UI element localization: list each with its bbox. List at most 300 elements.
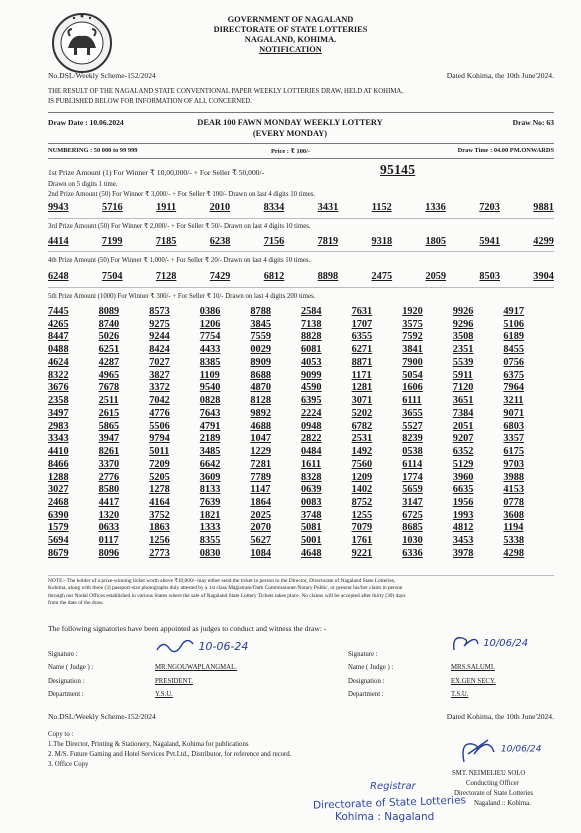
fifth-prize-number: 8328: [300, 471, 322, 483]
fifth-prize-number: 6642: [199, 458, 221, 470]
fifth-prize-number: 8679: [48, 547, 69, 559]
fifth-prize-number: 5106: [503, 318, 524, 330]
fifth-prize-number: 2189: [199, 433, 221, 445]
judge-department-left: Y.S.U.: [155, 691, 173, 698]
fifth-prize-number: 1993: [452, 509, 474, 521]
fifth-prize-number: 6635: [452, 484, 474, 496]
third-prize-number: 1805: [425, 236, 447, 247]
copy-to-item: 1.The Director, Printing & Stationery, Nagaland, Kohima for publications: [48, 741, 249, 748]
fifth-prize-number: 4648: [300, 547, 322, 559]
fifth-prize-number: 5026: [98, 331, 120, 343]
fifth-prize-number: 1579: [48, 522, 69, 534]
fifth-prize-number: 5202: [351, 407, 373, 419]
fifth-prize-number: 2511: [98, 395, 119, 407]
fourth-prize-number: 2059: [425, 271, 447, 282]
second-prize-number: 7203: [479, 202, 500, 213]
fifth-prize-number: 3947: [98, 433, 120, 445]
fifth-prize-number: 4870: [250, 382, 271, 394]
fifth-prize-number: 8580: [98, 484, 120, 496]
judge-signature-date-right: 10/06/24: [483, 638, 529, 649]
fifth-prize-number: 7964: [503, 382, 524, 394]
divider: [48, 112, 554, 113]
fifth-prize-number: 8322: [48, 369, 69, 381]
fifth-prize-number: 1256: [149, 535, 170, 547]
fifth-prize-number: 3372: [149, 382, 170, 394]
fifth-prize-number: 0633: [98, 522, 120, 534]
fifth-prize-number: 6355: [351, 331, 373, 343]
second-prize-number: 3431: [317, 202, 339, 213]
fifth-prize-number: 4417: [98, 497, 120, 509]
judge-name-right: MRS.SALUMI.: [451, 664, 495, 671]
third-prize-label: 3rd Prize Amount (50) For Winner ₹ 2,000/- + For Seller ₹ 50/- Drawn on last 4 digits 10 times.: [48, 223, 311, 230]
fifth-prize-number: 7643: [199, 407, 221, 419]
fifth-prize-number: 8871: [351, 356, 373, 368]
fifth-prize-number: 5627: [250, 535, 271, 547]
fourth-prize-number: 7128: [155, 271, 177, 282]
fifth-prize-number: 5911: [452, 369, 473, 381]
first-prize-number: 95145: [380, 162, 416, 177]
judge-designation-left: PRESIDENT.: [155, 678, 193, 685]
note-line-3: through our Nodal Offices established in various States where the sale of Nagaland State Lottery Tickets takes place. No claims will be accepted after thirty (30) days: [48, 592, 406, 599]
fifth-prize-number: 7138: [300, 318, 322, 330]
fifth-prize-number: 2224: [300, 407, 322, 419]
fifth-prize-number: 5527: [402, 420, 423, 432]
fifth-prize-number: 0117: [98, 535, 119, 547]
fifth-prize-number: 5865: [98, 420, 120, 432]
fifth-prize-number: 8740: [98, 318, 120, 330]
fifth-prize-number: 4917: [503, 306, 524, 317]
fifth-prize-number: 8909: [250, 356, 271, 368]
fifth-prize-number: 2468: [48, 497, 69, 509]
fifth-prize-number: 4153: [503, 484, 524, 496]
judges-intro: The following signatories have been appointed as judges to conduct and witness the draw: -: [48, 624, 327, 633]
fourth-prize-number: 6812: [263, 271, 285, 282]
fifth-prize-number: 3147: [402, 497, 423, 509]
third-prize-number: 7819: [317, 236, 339, 247]
fifth-prize-number: 8128: [250, 395, 271, 407]
fifth-prize-label: 5th Prize Amount (1000) For Winner ₹ 300/- + For Seller ₹ 10/- Drawn on last 4 digits 200 times.: [48, 293, 316, 300]
fifth-prize-number: 8261: [98, 446, 120, 458]
fifth-prize-number: 1492: [351, 446, 373, 458]
ticket-price: Price : ₹ 100/-: [270, 148, 311, 155]
fifth-prize-number: 9703: [503, 458, 524, 470]
fifth-prize-number: 6336: [402, 547, 423, 559]
divider: [48, 158, 554, 159]
fifth-prize-number: 0083: [300, 497, 322, 509]
fifth-prize-number: 8828: [300, 331, 322, 343]
fifth-prize-number: 2025: [250, 509, 271, 521]
fifth-prize-number: 3453: [452, 535, 474, 547]
fifth-prize-number: 1707: [351, 318, 373, 330]
numbering: NUMBERING : 50 000 to 99 999: [48, 147, 138, 154]
lottery-title-line-2: (EVERY MONDAY): [252, 129, 328, 138]
fifth-prize-number: 4624: [48, 356, 69, 368]
fifth-prize-number: 3841: [402, 344, 423, 356]
third-prize-number: 7199: [101, 236, 123, 247]
fifth-prize-number: 3071: [351, 395, 373, 407]
fourth-prize-number: 6248: [48, 271, 69, 282]
fifth-prize-number: 5338: [503, 535, 524, 547]
fifth-prize-number: 7789: [250, 471, 271, 483]
draw-number: Draw No: 63: [512, 118, 554, 127]
fifth-prize-number: 1288: [48, 471, 69, 483]
fifth-prize-number: 0948: [300, 420, 322, 432]
fifth-prize-number: 1611: [300, 458, 322, 470]
fifth-prize-number: 7678: [98, 382, 120, 394]
fifth-prize-number: 3608: [503, 509, 524, 521]
intro-line-2: IS PUBLISHED BELOW FOR INFORMATION OF ALL CONCERNED.: [48, 98, 252, 105]
fifth-prize-number: 1821: [199, 509, 221, 521]
copy-to-item: 3. Office Copy: [48, 761, 89, 768]
second-prize-label: 2nd Prize Amount (50) For Winner ₹ 3,000/- + For Seller ₹ 100/- Drawn on last 4 digits 10 times.: [48, 191, 316, 198]
fourth-prize-number: 7504: [101, 271, 123, 282]
draw-date: Draw Date : 10.06.2024: [48, 118, 124, 127]
fourth-prize-number: 2475: [371, 271, 393, 282]
fifth-prize-number: 5011: [149, 446, 170, 458]
fifth-prize-number: 6395: [300, 395, 322, 407]
fifth-prize-number: 7592: [402, 331, 423, 343]
officer-department: Directorate of State Lotteries: [454, 790, 534, 797]
fifth-prize-number: 2776: [98, 471, 120, 483]
fifth-prize-number: 9071: [503, 407, 524, 419]
fifth-prize-number: 8424: [149, 344, 170, 356]
fifth-prize-number: 1920: [402, 306, 423, 317]
fifth-prize-number: 0386: [199, 306, 221, 317]
fifth-prize-number: 3575: [402, 318, 423, 330]
fifth-prize-number: 8455: [503, 344, 524, 356]
fifth-prize-number: 4965: [98, 369, 120, 381]
fifth-prize-number: 3508: [452, 331, 474, 343]
fifth-prize-number: 7281: [250, 458, 271, 470]
lottery-title-line-1: DEAR 100 FAWN MONDAY WEEKLY LOTTERY: [197, 118, 383, 127]
third-prize-number: 6238: [209, 236, 231, 247]
fifth-prize-number: 5081: [300, 522, 322, 534]
officer-name: SMT. NEIMELIEU SOLO: [452, 770, 526, 777]
fifth-prize-number: 6803: [503, 420, 524, 432]
fifth-prize-number: 0828: [199, 395, 221, 407]
second-prize-number: 1152: [371, 202, 392, 213]
divider: [48, 251, 554, 252]
second-prize-number: 5716: [102, 202, 123, 213]
officer-title: Conducting Officer: [466, 780, 519, 787]
fifth-prize-number: 3748: [300, 509, 322, 521]
footer-reference-date: Dated Kohima, the 10th June'2024.: [446, 712, 554, 721]
fifth-prize-number: 9794: [149, 433, 170, 445]
fifth-prize-number: 1147: [250, 484, 271, 496]
fifth-prize-number: 8752: [351, 497, 373, 509]
first-prize-note: Drawn on 5 digits 1 time.: [48, 181, 118, 188]
fifth-prize-number: 5659: [402, 484, 423, 496]
fifth-prize-number: 7079: [351, 522, 373, 534]
third-prize-number: 4299: [533, 236, 554, 247]
fifth-prize-number: 8355: [199, 535, 221, 547]
fifth-prize-number: 8788: [250, 306, 271, 317]
fifth-prize-number: 7639: [199, 497, 221, 509]
designation-label: Designation :: [348, 678, 385, 685]
officer-signature-date: 10/06/24: [500, 744, 542, 755]
fifth-prize-number: 8573: [149, 306, 170, 317]
signature-label: Signature :: [348, 651, 378, 658]
fifth-prize-number: 7209: [149, 458, 170, 470]
fifth-prize-number: 4791: [199, 420, 221, 432]
third-prize-number: 9318: [371, 236, 393, 247]
fifth-prize-number: 1863: [149, 522, 170, 534]
fifth-prize-number: 5001: [300, 535, 322, 547]
fifth-prize-number: 7384: [452, 407, 474, 419]
fifth-prize-number: 2051: [452, 420, 474, 432]
fifth-prize-number: 1774: [402, 471, 423, 483]
fifth-prize-number: 3485: [199, 446, 221, 458]
fifth-prize-number: 9926: [452, 306, 474, 317]
fifth-prize-number: 1209: [351, 471, 373, 483]
fifth-prize-number: 4298: [503, 547, 524, 559]
fifth-prize-number: 7900: [402, 356, 423, 368]
fifth-prize-number: 7042: [149, 395, 170, 407]
second-prize-numbers: [48, 202, 554, 213]
fifth-prize-number: 9296: [452, 318, 474, 330]
fifth-prize-number: 0484: [300, 446, 322, 458]
fifth-prize-number: 2358: [48, 395, 69, 407]
fifth-prize-number: 5694: [48, 535, 69, 547]
fifth-prize-number: 8688: [250, 369, 271, 381]
fifth-prize-number: 2351: [452, 344, 474, 356]
judge-signature-right: [450, 632, 528, 654]
fifth-prize-number: 9540: [199, 382, 221, 394]
fifth-prize-number: 3651: [452, 395, 474, 407]
note-line-1: NOTE:- The holder of a prize-winning ticket worth above ₹10,000/- may either send the ticket in person to the Director, Directorate of Nagaland State Lotteries,: [48, 578, 396, 584]
fifth-prize-numbers: [48, 306, 554, 561]
fifth-prize-number: 2584: [300, 306, 322, 317]
note-line-2: Kohima, along with three (3) passport-size photographs duly attested by a 1st class Magistrate/Oath Commissioner/Notary Public, or present his/her claim in person: [48, 585, 403, 592]
fifth-prize-number: 2070: [250, 522, 271, 534]
fifth-prize-number: 8385: [199, 356, 221, 368]
fifth-prize-number: 3370: [98, 458, 120, 470]
third-prize-number: 4414: [48, 236, 69, 247]
fifth-prize-number: 8447: [48, 331, 69, 343]
third-prize-number: 7185: [155, 236, 177, 247]
first-prize-label: 1st Prize Amount (1) For Winner ₹ 10,00,000/- + For Seller ₹ 50,000/-: [48, 168, 265, 177]
fifth-prize-number: 1171: [351, 369, 372, 381]
fifth-prize-number: 9244: [149, 331, 170, 343]
lottery-title: [160, 117, 420, 139]
fifth-prize-number: 1761: [351, 535, 373, 547]
fifth-prize-number: 4287: [98, 356, 120, 368]
claim-note: [48, 578, 560, 608]
second-prize-number: 9881: [533, 202, 554, 213]
fourth-prize-number: 8503: [479, 271, 500, 282]
fifth-prize-number: 4053: [300, 356, 322, 368]
department-label: Department :: [48, 691, 84, 698]
judge-name-left: MR.NGOUWAPLANGMAL.: [155, 664, 237, 671]
fifth-prize-number: 4410: [48, 446, 69, 458]
fifth-prize-number: 0488: [48, 344, 69, 356]
fifth-prize-number: 6175: [503, 446, 524, 458]
fifth-prize-number: 2531: [351, 433, 373, 445]
fifth-prize-number: 4812: [452, 522, 474, 534]
reference-number: No.DSL/Weekly Scheme-152/2024: [48, 71, 156, 80]
fifth-prize-number: 3343: [48, 433, 69, 445]
fifth-prize-number: 0029: [250, 344, 271, 356]
fifth-prize-number: 8239: [402, 433, 423, 445]
fifth-prize-number: 7027: [149, 356, 170, 368]
fifth-prize-number: 5539: [452, 356, 474, 368]
fourth-prize-number: 7429: [209, 271, 231, 282]
fifth-prize-number: 1281: [351, 382, 373, 394]
fifth-prize-number: 3497: [48, 407, 69, 419]
judge-signature-date-left: 10-06-24: [198, 640, 249, 653]
copy-to-label: Copy to :: [48, 731, 74, 738]
fifth-prize-number: 3845: [250, 318, 271, 330]
fifth-prize-number: 3752: [149, 509, 170, 521]
header-notification: NOTIFICATION: [259, 45, 322, 54]
fifth-prize-number: 0830: [199, 547, 221, 559]
fifth-prize-number: 6114: [402, 458, 423, 470]
fifth-prize-number: 6375: [503, 369, 524, 381]
second-prize-number: 2010: [209, 202, 231, 213]
fifth-prize-number: 8133: [199, 484, 221, 496]
fifth-prize-number: 2615: [98, 407, 120, 419]
judge-department-right: T.S.U.: [451, 691, 469, 698]
fifth-prize-number: 6782: [351, 420, 373, 432]
fifth-prize-number: 7754: [199, 331, 221, 343]
header-line-2: DIRECTORATE OF STATE LOTTERIES: [213, 25, 368, 34]
fifth-prize-number: 7120: [452, 382, 474, 394]
fifth-prize-number: 0639: [300, 484, 322, 496]
fifth-prize-number: 9207: [452, 433, 474, 445]
intro-line-1: THE RESULT OF THE NAGALAND STATE CONVENTIONAL PAPER WEEKLY LOTTERIES DRAW, HELD AT KOHIMA,: [48, 88, 403, 95]
designation-label: Designation :: [48, 678, 85, 685]
fifth-prize-number: 1320: [98, 509, 120, 521]
fifth-prize-number: 6251: [98, 344, 120, 356]
fifth-prize-number: 5205: [149, 471, 170, 483]
fifth-prize-number: 6352: [452, 446, 474, 458]
fifth-prize-number: 4164: [149, 497, 170, 509]
note-line-4: from the date of the draw.: [48, 600, 104, 607]
fifth-prize-number: 0538: [402, 446, 423, 458]
fifth-prize-number: 5129: [452, 458, 474, 470]
fifth-prize-number: 7559: [250, 331, 271, 343]
reference-date: Dated Kohima, the 10th June'2024.: [446, 71, 554, 80]
fourth-prize-number: 3904: [533, 271, 554, 282]
fifth-prize-number: 1109: [199, 369, 220, 381]
fifth-prize-number: 7445: [48, 306, 69, 317]
fifth-prize-number: 8685: [402, 522, 423, 534]
fifth-prize-number: 9892: [250, 407, 271, 419]
stamp-registrar: Registrar: [370, 781, 416, 792]
signature-scribble-icon: [155, 640, 195, 654]
fifth-prize-number: 4776: [149, 407, 170, 419]
fifth-prize-number: 1402: [351, 484, 373, 496]
fifth-prize-number: 1084: [250, 547, 271, 559]
footer-reference-number: No.DSL/Weekly Scheme-152/2024: [48, 712, 156, 721]
fifth-prize-number: 6081: [300, 344, 322, 356]
fifth-prize-number: 0756: [503, 356, 524, 368]
fifth-prize-number: 2822: [300, 433, 322, 445]
second-prize-number: 8334: [263, 202, 285, 213]
fifth-prize-number: 2983: [48, 420, 69, 432]
fifth-prize-number: 9221: [351, 547, 373, 559]
divider: [48, 143, 554, 144]
fifth-prize-number: 3211: [503, 395, 524, 407]
fifth-prize-number: 7560: [351, 458, 373, 470]
fifth-prize-number: 6111: [402, 395, 422, 407]
name-label: Name ( Judge ) :: [348, 664, 394, 671]
judge-signature-left: [155, 640, 248, 654]
fifth-prize-number: 4433: [199, 344, 221, 356]
third-prize-numbers: [48, 236, 554, 247]
fifth-prize-number: 6189: [503, 331, 524, 343]
fifth-prize-number: 1278: [149, 484, 170, 496]
signature-scribble-icon: [458, 732, 498, 766]
fifth-prize-number: 5054: [402, 369, 423, 381]
fifth-prize-number: 3655: [402, 407, 423, 419]
fifth-prize-number: 1606: [402, 382, 423, 394]
stamp-place: Kohima : Nagaland: [335, 811, 435, 823]
department-label: Department :: [348, 691, 384, 698]
officer-signature: [458, 732, 541, 766]
judge-designation-right: EX.GEN SECY.: [451, 678, 496, 685]
divider: [48, 575, 554, 576]
second-prize-number: 9943: [48, 202, 69, 213]
fifth-prize-number: 4590: [300, 382, 322, 394]
second-prize-number: 1336: [425, 202, 446, 213]
fifth-prize-number: 3609: [199, 471, 221, 483]
fifth-prize-number: 7631: [351, 306, 373, 317]
fifth-prize-number: 1030: [402, 535, 423, 547]
fifth-prize-number: 8089: [98, 306, 120, 317]
fifth-prize-number: 3827: [149, 369, 170, 381]
fifth-prize-number: 8466: [48, 458, 69, 470]
fourth-prize-numbers: [48, 271, 554, 282]
fifth-prize-number: 2773: [149, 547, 170, 559]
signature-scribble-icon: [450, 632, 480, 654]
copy-to-item: 2. M/S. Future Gaming and Hotel Services Pvt.Ltd., Distributor, for reference and record.: [48, 751, 292, 758]
fifth-prize-number: 1956: [452, 497, 474, 509]
draw-time: Draw Time : 04.00 PM.ONWARDS: [457, 147, 554, 154]
fifth-prize-number: 3676: [48, 382, 69, 394]
header-line-3: NAGALAND, KOHIMA.: [244, 35, 337, 44]
fifth-prize-number: 3988: [503, 471, 524, 483]
fifth-prize-number: 5506: [149, 420, 170, 432]
fifth-prize-number: 1047: [250, 433, 271, 445]
fifth-prize-number: 1206: [199, 318, 221, 330]
second-prize-number: 1911: [156, 202, 177, 213]
fifth-prize-number: 1229: [250, 446, 271, 458]
fourth-prize-label: 4th Prize Amount (50) For Winner ₹ 1,000/- + For Seller ₹ 20/- Drawn on last 4 digits 10 times.: [48, 257, 311, 264]
fifth-prize-number: 3027: [48, 484, 69, 496]
fifth-prize-number: 9099: [300, 369, 322, 381]
fifth-prize-number: 6390: [48, 509, 69, 521]
third-prize-number: 5941: [479, 236, 500, 247]
stamp-directorate: Directorate of State Lotteries: [312, 794, 467, 812]
fifth-prize-number: 3960: [452, 471, 474, 483]
fifth-prize-number: 4688: [250, 420, 271, 432]
fourth-prize-number: 8898: [317, 271, 339, 282]
signature-label: Signature :: [48, 651, 78, 658]
fifth-prize-number: 6725: [402, 509, 423, 521]
fifth-prize-number: 1194: [503, 522, 524, 534]
fifth-prize-number: 8096: [98, 547, 120, 559]
fifth-prize-number: 3978: [452, 547, 474, 559]
divider: [48, 287, 554, 288]
fifth-prize-number: 9275: [149, 318, 170, 330]
header-line-1: GOVERNMENT OF NAGALAND: [227, 15, 354, 24]
fifth-prize-number: 1333: [199, 522, 221, 534]
fifth-prize-number: 1255: [351, 509, 373, 521]
fifth-prize-number: 4265: [48, 318, 69, 330]
divider: [48, 218, 554, 219]
name-label: Name ( Judge ) :: [48, 664, 94, 671]
